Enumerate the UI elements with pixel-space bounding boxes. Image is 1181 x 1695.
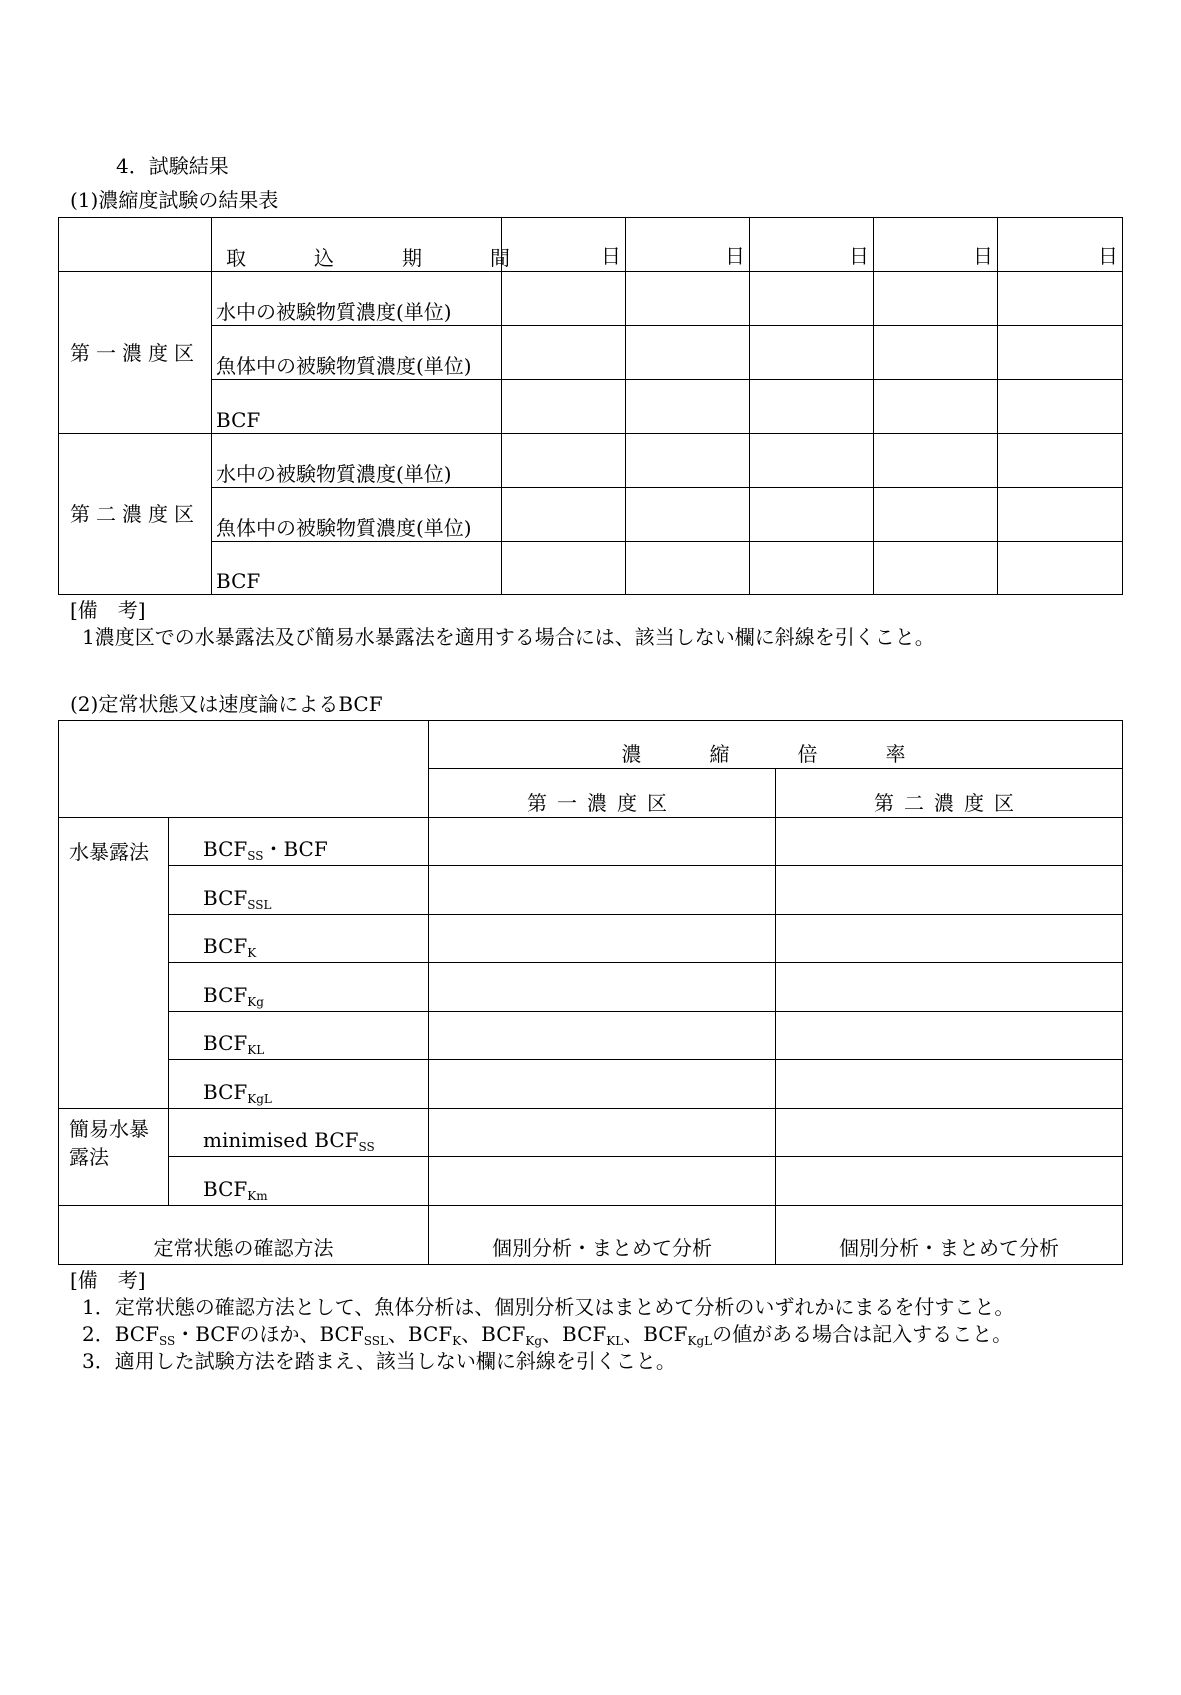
section-title: 4．試験結果 (116, 154, 229, 178)
label-sub: SSL (247, 898, 272, 912)
value-cell[interactable] (626, 272, 750, 326)
value-cell[interactable] (874, 488, 998, 542)
note2-part: の値がある場合は記入すること。 (712, 1322, 1013, 1346)
group-simplified-line2: 露法 (69, 1145, 109, 1169)
note-3: 3．適用した試験方法を踏まえ、該当しない欄に斜線を引くこと。 (82, 1349, 676, 1373)
note2-sub: KL (606, 1334, 624, 1348)
row-bcf-ss (169, 818, 429, 866)
table2-remarks-label: [備 考] (70, 1268, 146, 1292)
label-sub: Km (247, 1189, 268, 1203)
value-cell[interactable] (750, 488, 874, 542)
value-cell[interactable] (502, 272, 626, 326)
value-cell[interactable] (998, 542, 1123, 595)
note-2 (82, 1324, 1012, 1347)
value-cell[interactable] (874, 272, 998, 326)
value-cell[interactable] (429, 1157, 776, 1206)
bcf-table (58, 720, 1123, 1265)
group-simplified-line1: 簡易水暴 (69, 1117, 149, 1141)
row-bcf-kl (169, 1012, 429, 1060)
corner-cell (59, 218, 212, 272)
note2-sub: SS (158, 1334, 176, 1348)
note2-part: 、BCF (623, 1322, 688, 1346)
value-cell[interactable] (429, 1060, 776, 1109)
note2-part: 、BCF (542, 1322, 607, 1346)
value-cell[interactable] (502, 488, 626, 542)
label-main: BCF (203, 983, 248, 1007)
value-cell[interactable] (998, 488, 1123, 542)
label-main: BCF (203, 1177, 248, 1201)
steady-state-confirm-label: 定常状態の確認方法 (59, 1206, 429, 1265)
value-cell[interactable] (750, 272, 874, 326)
value-cell[interactable] (874, 434, 998, 488)
group-second-concentration: 第二濃度区 (59, 434, 212, 595)
label-sub: SS (247, 849, 264, 863)
confirm-option-second[interactable]: 個別分析・まとめて分析 (776, 1206, 1123, 1265)
row-minimised-bcf-ss (169, 1109, 429, 1157)
label-main: BCF (203, 837, 248, 861)
row-bcf-km (169, 1157, 429, 1206)
value-cell[interactable] (776, 963, 1123, 1012)
label-sub: SS (358, 1140, 375, 1154)
value-cell[interactable] (776, 1012, 1123, 1060)
note2-part: 、BCF (461, 1322, 526, 1346)
label-sub: Kg (247, 995, 264, 1009)
note2-sub: KgL (687, 1334, 713, 1348)
table1-remarks-label: [備 考] (70, 598, 146, 622)
confirm-option-first[interactable]: 個別分析・まとめて分析 (429, 1206, 776, 1265)
label-main: BCF (203, 1031, 248, 1055)
value-cell[interactable] (776, 1157, 1123, 1206)
value-cell[interactable] (750, 542, 874, 595)
row-bcf-ssl (169, 866, 429, 915)
value-cell[interactable] (626, 380, 750, 434)
day-cell[interactable]: 日 (998, 218, 1123, 272)
group-water-exposure (59, 818, 169, 1109)
row-bcf-k (169, 915, 429, 963)
label-sub: KgL (247, 1092, 272, 1106)
label-tail: ・BCF (263, 837, 328, 861)
value-cell[interactable] (502, 542, 626, 595)
value-cell[interactable] (998, 272, 1123, 326)
value-cell[interactable] (750, 380, 874, 434)
value-cell[interactable] (502, 434, 626, 488)
note2-part: 、BCF (387, 1322, 453, 1346)
row-bcf: BCF (212, 542, 502, 595)
value-cell[interactable] (998, 326, 1123, 380)
col-first-concentration: 第一濃度区 (429, 769, 776, 818)
row-bcf-kg (169, 963, 429, 1012)
value-cell[interactable] (998, 380, 1123, 434)
label-main: BCF (203, 934, 248, 958)
concentration-factor-header: 濃 縮 倍 率 (429, 721, 1123, 769)
note2-sub: SSL (363, 1334, 388, 1348)
label-main: BCF (203, 1080, 248, 1104)
value-cell[interactable] (776, 1109, 1123, 1157)
value-cell[interactable] (626, 488, 750, 542)
value-cell[interactable] (776, 1060, 1123, 1109)
value-cell[interactable] (874, 542, 998, 595)
group-first-concentration: 第一濃度区 (59, 272, 212, 434)
value-cell[interactable] (429, 818, 776, 866)
day-cell[interactable]: 日 (874, 218, 998, 272)
note2-part: 2．BCF (82, 1322, 159, 1346)
corner-cell (59, 721, 429, 818)
group-simplified-exposure (59, 1109, 169, 1206)
row-water-concentration: 水中の被験物質濃度(単位) (212, 434, 502, 488)
note-1: 1．定常状態の確認方法として、魚体分析は、個別分析又はまとめて分析のいずれかにまるを付すこと。 (82, 1295, 1015, 1319)
value-cell[interactable] (776, 915, 1123, 963)
value-cell[interactable] (429, 1012, 776, 1060)
value-cell[interactable] (626, 542, 750, 595)
value-cell[interactable] (429, 1109, 776, 1157)
day-cell[interactable]: 日 (750, 218, 874, 272)
row-fish-concentration: 魚体中の被験物質濃度(単位) (212, 326, 502, 380)
concentration-test-table (58, 217, 1123, 595)
note2-sub: Kg (525, 1334, 543, 1348)
col-second-concentration: 第二濃度区 (776, 769, 1123, 818)
value-cell[interactable] (502, 380, 626, 434)
table2-caption: (2)定常状態又は速度論によるBCF (70, 692, 383, 716)
value-cell[interactable] (776, 818, 1123, 866)
value-cell[interactable] (776, 866, 1123, 915)
value-cell[interactable] (626, 434, 750, 488)
row-bcf-kgl (169, 1060, 429, 1109)
table1-caption: (1)濃縮度試験の結果表 (70, 188, 279, 212)
label-main: minimised BCF (203, 1128, 359, 1152)
value-cell[interactable] (998, 434, 1123, 488)
note2-part: ・BCFのほか、BCF (175, 1322, 364, 1346)
value-cell[interactable] (874, 380, 998, 434)
value-cell[interactable] (750, 326, 874, 380)
label-main: BCF (203, 886, 248, 910)
row-bcf: BCF (212, 380, 502, 434)
table1-remark: 1濃度区での水暴露法及び簡易水暴露法を適用する場合には、該当しない欄に斜線を引くこと。 (82, 625, 935, 649)
value-cell[interactable] (429, 915, 776, 963)
uptake-period-label: 取 込 期 間 (212, 218, 502, 272)
value-cell[interactable] (626, 326, 750, 380)
value-cell[interactable] (429, 963, 776, 1012)
value-cell[interactable] (874, 326, 998, 380)
label-sub: K (247, 946, 257, 960)
day-cell[interactable]: 日 (626, 218, 750, 272)
label-sub: KL (247, 1043, 265, 1057)
value-cell[interactable] (429, 866, 776, 915)
group-water-exposure-label: 水暴露法 (69, 840, 149, 864)
row-fish-concentration: 魚体中の被験物質濃度(単位) (212, 488, 502, 542)
value-cell[interactable] (750, 434, 874, 488)
note2-sub: K (452, 1334, 462, 1348)
day-cell[interactable]: 日 (502, 218, 626, 272)
row-water-concentration: 水中の被験物質濃度(単位) (212, 272, 502, 326)
value-cell[interactable] (502, 326, 626, 380)
